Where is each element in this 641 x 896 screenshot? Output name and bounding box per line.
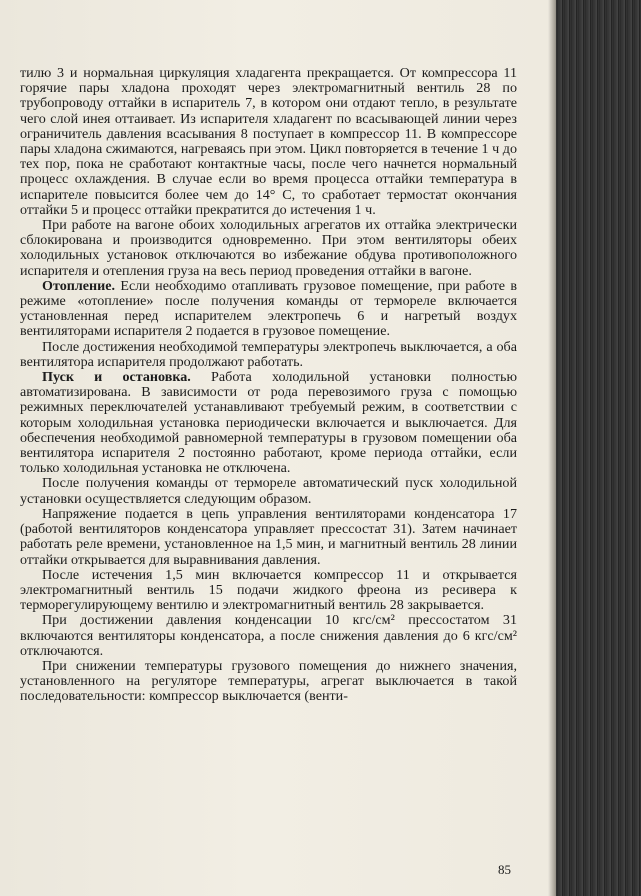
body-text (20, 66, 517, 705)
paragraph-text: При снижении температуры грузового помещения до нижнего значения, установленного на регуляторе температуры, агрегат выключается в такой последовательности: компрессор выключается (венти- (20, 657, 517, 705)
book-binding (556, 0, 641, 896)
paragraph (20, 659, 517, 705)
section-lead-heating: Отопление. (42, 277, 116, 294)
paragraph (20, 568, 517, 614)
paragraph (20, 279, 517, 340)
paragraph (20, 370, 517, 476)
paragraph-text: После достижения необходимой температуры электропечь выключается, а оба вентилятора испарителя продолжают работать. (20, 338, 517, 370)
paragraph (20, 507, 517, 568)
paragraph-text: При достижении давления конденсации 10 кгс/см² прессостатом 31 включаются вентиляторы конденсатора, а после снижения давления до 6 кгс/см² отключаются. (20, 612, 517, 659)
paragraph-text: При работе на вагоне обоих холодильных агрегатов их оттайка электрически сблокирована и производится одновременно. При этом вентиляторы обеих холодильных установок отключаются во избежание обдува противоположного испарителя и отепления груза на весь период проведения оттайки в вагоне. (20, 217, 517, 279)
page-number: 85 (498, 862, 511, 877)
paragraph-text: тилю 3 и нормальная циркуляция хладагента прекращается. От компрессора 11 горячие пары хладона проходят через электромагнитный вентиль 28 по трубопроводу оттайки в испаритель 7, в котором они отдают тепло, в результате чего слой инея оттаивает. Из испарителя хладагент по всасывающей линии через ограничитель давления всасывания 8 поступает в компрессор 11. В компрессоре пары хладона сжимаются, нагреваясь при этом. Цикл повторяется в течение 1 ч до тех пор, пока не сработают контактные часы, после чего начнется нормальный процесс охлаждения. В случае если во время процесса оттайки температура в испарителе повысится более чем до 14° С, то сработает термостат окончания оттайки 5 и процесс оттайки прекратится до истечения 1 ч. (20, 65, 517, 218)
paragraph (20, 613, 517, 659)
paragraph (20, 218, 517, 279)
paragraph (20, 340, 517, 370)
paragraph-text: Если необходимо отапливать грузовое помещение, при работе в режиме «отопление» после получения команды от термореле включается установленная перед испарителем электропечь 6 и нагретый воздух вентиляторами испарителя 2 подается в грузовое помещение. (20, 277, 517, 340)
paragraph (20, 476, 517, 506)
paragraph-text: После истечения 1,5 мин включается компрессор 11 и открывается электромагнитный вентиль 15 подачи жидкого фреона из ресивера к терморегулирующему вентилю и электромагнитный вентиль 28 закрывается. (20, 566, 517, 614)
paragraph-text: Напряжение подается в цепь управления вентиляторами конденсатора 17 (работой вентиляторов конденсатора управляет прессостат 31). Затем начинает работать реле времени, установленное на 1,5 мин, и магнитный вентиль 28 линии оттайки открывается для выравнивания давления. (20, 505, 517, 568)
paragraph-text: Работа холодильной установки полностью автоматизирована. В зависимости от рода перевозимого груза с помощью режимных переключателей устанавливают требуемый режим, в соответствии с которым холодильная установка периодически включается и выключается. Для обеспечения необходимой равномерной температуры в грузовом помещении оба вентилятора испарителя 2 постоянно работают, кроме периода оттайки, если только холодильная установка не отключена. (20, 369, 517, 477)
paragraph-text: После получения команды от термореле автоматический пуск холодильной установки осуществляется следующим образом. (20, 475, 517, 507)
section-lead-start-stop: Пуск и остановка. (42, 369, 191, 386)
paragraph (20, 66, 517, 218)
